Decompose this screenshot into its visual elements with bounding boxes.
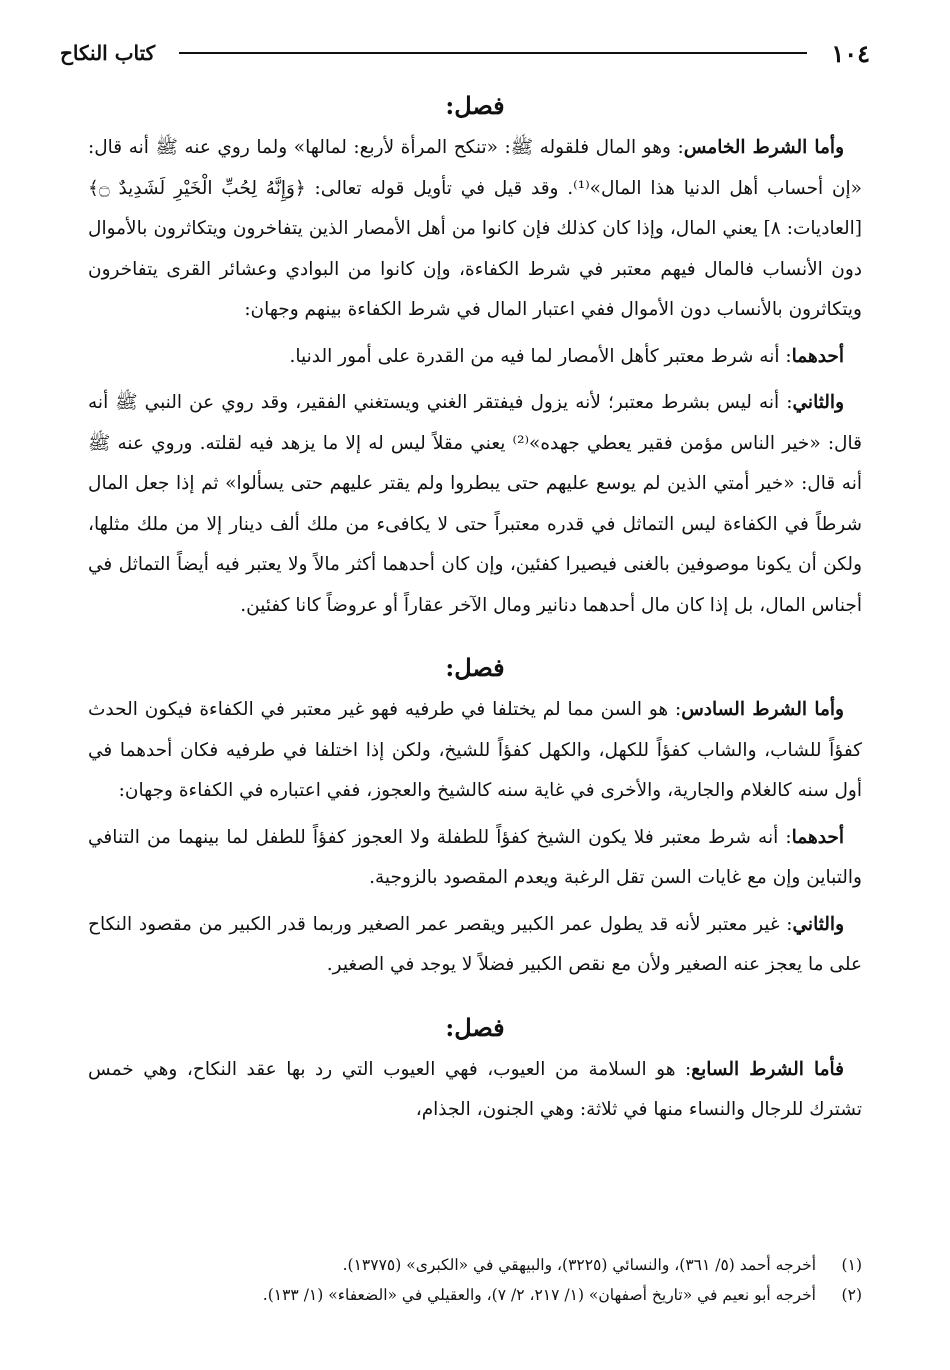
running-header xyxy=(60,36,870,70)
paragraph-lead: أحدهما xyxy=(791,345,844,367)
paragraph xyxy=(88,818,862,899)
paragraph-text: : أنه شرط معتبر فلا يكون الشيخ كفؤاً للطفلة ولا العجوز كفؤاً للطفل لما بينهما من التنافي والتباين وإن مع غايات السن تقل الرغبة ويعدم المقصود بالزوجية. xyxy=(88,826,862,888)
paragraph xyxy=(88,128,862,331)
page-body xyxy=(88,86,862,1137)
footnotes xyxy=(88,1250,862,1310)
paragraph-lead: وأما الشرط الخامس xyxy=(683,137,844,158)
paragraph-lead: والثاني xyxy=(792,913,844,935)
paragraph-text: : غير معتبر لأنه قد يطول عمر الكبير ويقصر عمر الصغير وربما قدر الكبير من مقصود النكاح على ما يعجز عنه الصغير ولأن مع نقص الكبير فضلاً لا يوجد في الصغير. xyxy=(88,913,862,975)
header-rule xyxy=(179,52,807,54)
footnote-text: أخرجه أبو نعيم في «تاريخ أصفهان» (١/ ٢١٧، ٢/ ٧)، والعقيلي في «الضعفاء» (١/ ١٣٣). xyxy=(262,1286,816,1304)
page-number: ١٠٤ xyxy=(831,38,870,68)
section-heading: فصل: xyxy=(445,1012,505,1042)
section-heading: فصل: xyxy=(445,653,505,682)
paragraph-text: : هو السن مما لم يختلفا في طرفيه فهو غير معتبر في الكفاءة فيكون الحدث كفؤاً للشاب، والشاب كفؤاً للكهل، والكهل كفؤاً للشيخ، ولكن إذا اختلفا في طرفيه فكان أحدهما في أول سنه كالغلام والجارية، والأخرى في غاية سنه كالشيخ والعجوز، ففي اعتباره في الكفاءة وجهان: xyxy=(88,699,862,801)
paragraph xyxy=(88,905,862,986)
book-title: كتاب النكاح xyxy=(60,41,156,65)
footnote-number: (٢) xyxy=(841,1286,862,1304)
footnote-number: (١) xyxy=(841,1256,862,1274)
footnote xyxy=(88,1250,862,1280)
paragraph xyxy=(88,1050,862,1131)
footnote-text: أخرجه أحمد (٥/ ٣٦١)، والنسائي (٣٢٢٥)، والبيهقي في «الكبرى» (١٣٧٧٥). xyxy=(342,1256,816,1274)
paragraph-text: : وهو المال فلقوله ﷺ: «تنكح المرأة لأربع: لمالها» ولما روي عنه ﷺ أنه قال: «إن أحساب أهل الدنيا هذا المال»⁽¹⁾. وقد قيل في تأويل قوله تعالى: ﴿وَإِنَّهُ لِحُبِّ الْخَيْرِ لَشَدِيدٌ ۝﴾ [العاديات: ٨] يعني المال، وإذا كان كذلك فإن كانوا من أهل الأمصار الذين يتفاخرون ويتكاثرون بالأموال دون الأنساب فالمال فيهم معتبر في شرط الكفاءة، وإن كانوا من البوادي وعشائر القرى يتفاخرون ويتكاثرون بالأنساب دون الأموال ففي اعتبار المال في شرط الكفاءة بينهم وجهان: xyxy=(88,137,862,320)
paragraph-lead: فأما الشرط السابع xyxy=(691,1058,844,1080)
paragraph xyxy=(88,337,862,378)
paragraph xyxy=(88,383,862,626)
section-heading: فصل: xyxy=(445,91,505,120)
paragraph xyxy=(88,690,862,812)
footnote xyxy=(88,1280,862,1310)
paragraph-lead: وأما الشرط السادس xyxy=(681,699,844,720)
paragraph-text: : أنه شرط معتبر كأهل الأمصار لما فيه من القدرة على أمور الدنيا. xyxy=(289,345,792,367)
paragraph-text: : هو السلامة من العيوب، فهي العيوب التي رد بها عقد النكاح، وهي خمس تشترك للرجال والنساء منها في ثلاثة: وهي الجنون، الجذام، xyxy=(88,1058,862,1120)
paragraph-lead: والثاني xyxy=(792,392,844,413)
paragraph-lead: أحدهما xyxy=(791,826,844,848)
paragraph-text: : أنه ليس بشرط معتبر؛ لأنه يزول فيفتقر الغني ويستغني الفقير، وقد روي عن النبي ﷺ أنه قال: «خير الناس مؤمن فقير يعطي جهده»⁽²⁾ يعني مقلاً ليس له إلا ما يزهد فيه لقلته. وروي عنه ﷺ أنه قال: «خير أمتي الذين لم يوسع عليهم حتى يبطروا ولم يقتر عليهم حتى يسألوا» ثم إذا جعل المال شرطاً في الكفاءة ليس التماثل في قدره معتبراً حتى لا يكافىء من ملك ألف دينار إلا من ملك مثلها، ولكن أن يكونا موصوفين بالغنى فيصيرا كفئين، وإن كان أحدهما أكثر مالاً ولا يعتبر فيه أيضاً التماثل في أجناس المال، بل إذا كان مال أحدهما دنانير ومال الآخر عقاراً أو عروضاً كانا كفئين. xyxy=(88,392,862,616)
